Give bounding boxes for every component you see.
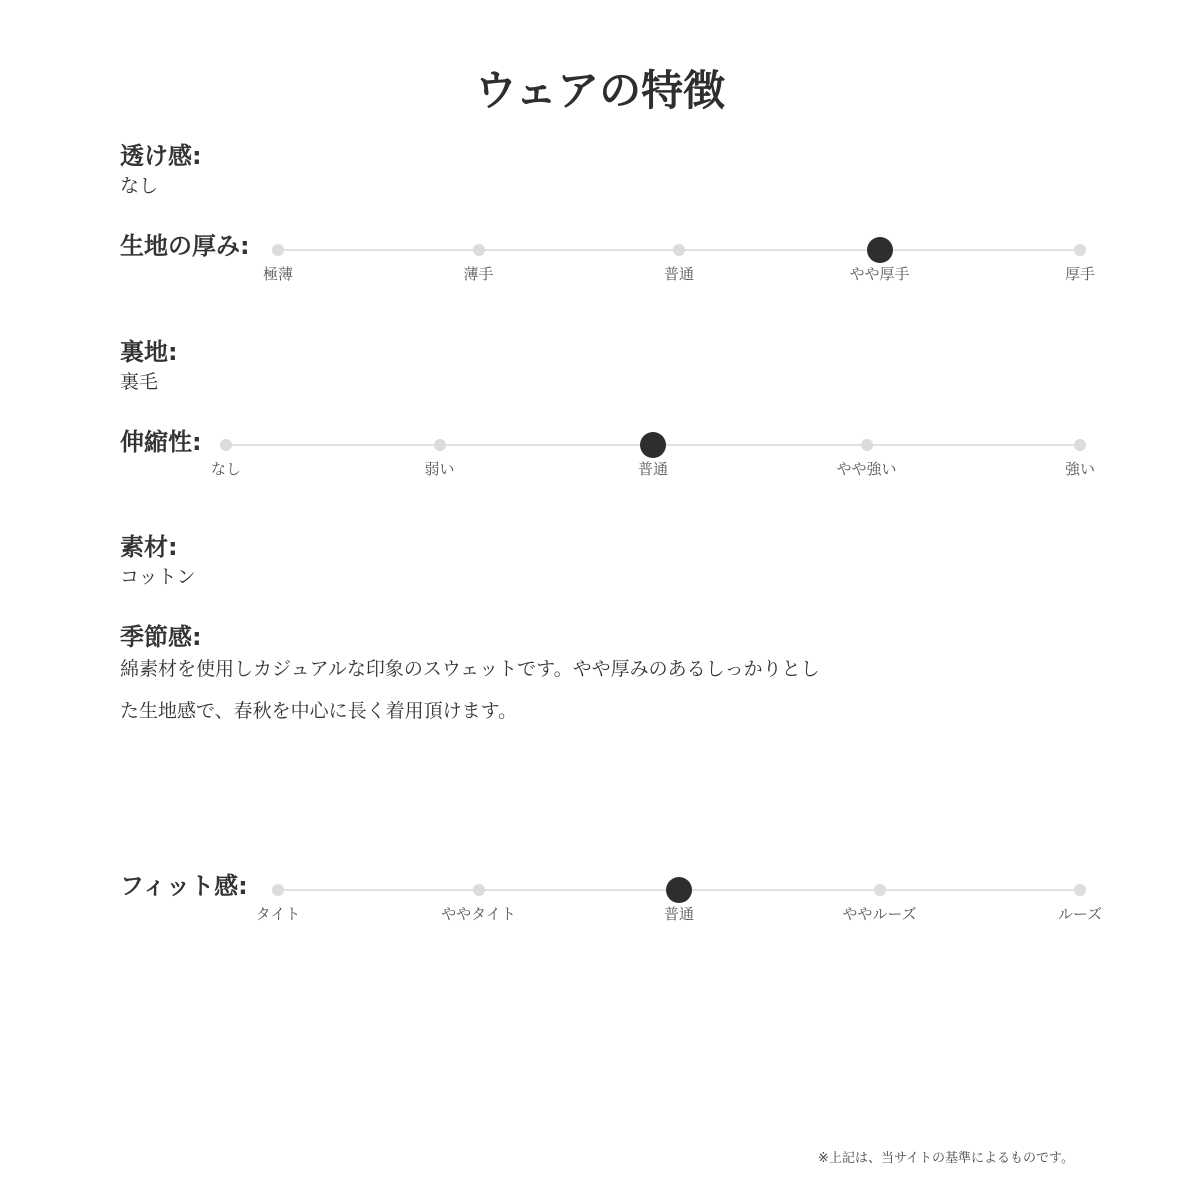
- fit-stop-label: ルーズ: [1057, 905, 1103, 923]
- thickness-stop-label: 普通: [663, 265, 694, 283]
- fit-scale: [255, 881, 1103, 941]
- thickness-scale: [262, 241, 1095, 301]
- stretch-stop-label: やや強い: [836, 460, 897, 478]
- stretch-dot: [861, 439, 873, 451]
- transparency-label: 透け感:: [120, 142, 202, 170]
- season-description: [120, 648, 880, 732]
- footnote: ※上記は、当サイトの基準によるものです。: [818, 1151, 1074, 1166]
- season-line-2: た生地感で、春秋を中心に長く着用頂けます。: [120, 700, 518, 722]
- fit-dot: [1074, 884, 1086, 896]
- fit-selected-marker: [666, 877, 692, 903]
- stretch-scale: [210, 436, 1095, 496]
- stretch-dot: [1074, 439, 1086, 451]
- lining-label: 裏地:: [120, 338, 178, 366]
- transparency-value: なし: [120, 175, 159, 197]
- fit-stop-label: ややタイト: [441, 905, 516, 923]
- thickness-selected-marker: [867, 237, 893, 263]
- fit-label: フィット感:: [120, 872, 248, 900]
- stretch-dot: [220, 439, 232, 451]
- stretch-stop-label: 普通: [637, 460, 668, 478]
- stretch-label: 伸縮性:: [120, 428, 202, 456]
- stretch-dot: [434, 439, 446, 451]
- thickness-dot: [673, 244, 685, 256]
- material-value: コットン: [120, 566, 196, 588]
- season-line-1: 綿素材を使用しカジュアルな印象のスウェットです。やや厚みのあるしっかりとし: [120, 658, 820, 680]
- thickness-dot: [473, 244, 485, 256]
- season-label: 季節感:: [120, 623, 202, 651]
- material-label: 素材:: [120, 533, 178, 561]
- fit-stop-label: 普通: [663, 905, 694, 923]
- stretch-stop-label: 弱い: [424, 460, 455, 478]
- fit-dot: [473, 884, 485, 896]
- thickness-stop-label: 厚手: [1064, 265, 1095, 283]
- thickness-dot: [272, 244, 284, 256]
- thickness-stop-label: 薄手: [463, 265, 494, 283]
- lining-value: 裏毛: [120, 371, 159, 393]
- fit-stop-label: ややルーズ: [842, 905, 917, 923]
- stretch-selected-marker: [640, 432, 666, 458]
- thickness-stop-label: やや厚手: [849, 265, 910, 283]
- fit-stop-label: タイト: [255, 905, 301, 923]
- thickness-label: 生地の厚み:: [120, 232, 250, 260]
- thickness-dot: [1074, 244, 1086, 256]
- thickness-stop-label: 極薄: [262, 265, 293, 283]
- stretch-stop-label: 強い: [1064, 460, 1095, 478]
- fit-dot: [272, 884, 284, 896]
- fit-dot: [874, 884, 886, 896]
- stretch-stop-label: なし: [210, 460, 241, 478]
- page-title: ウェアの特徴: [474, 66, 726, 115]
